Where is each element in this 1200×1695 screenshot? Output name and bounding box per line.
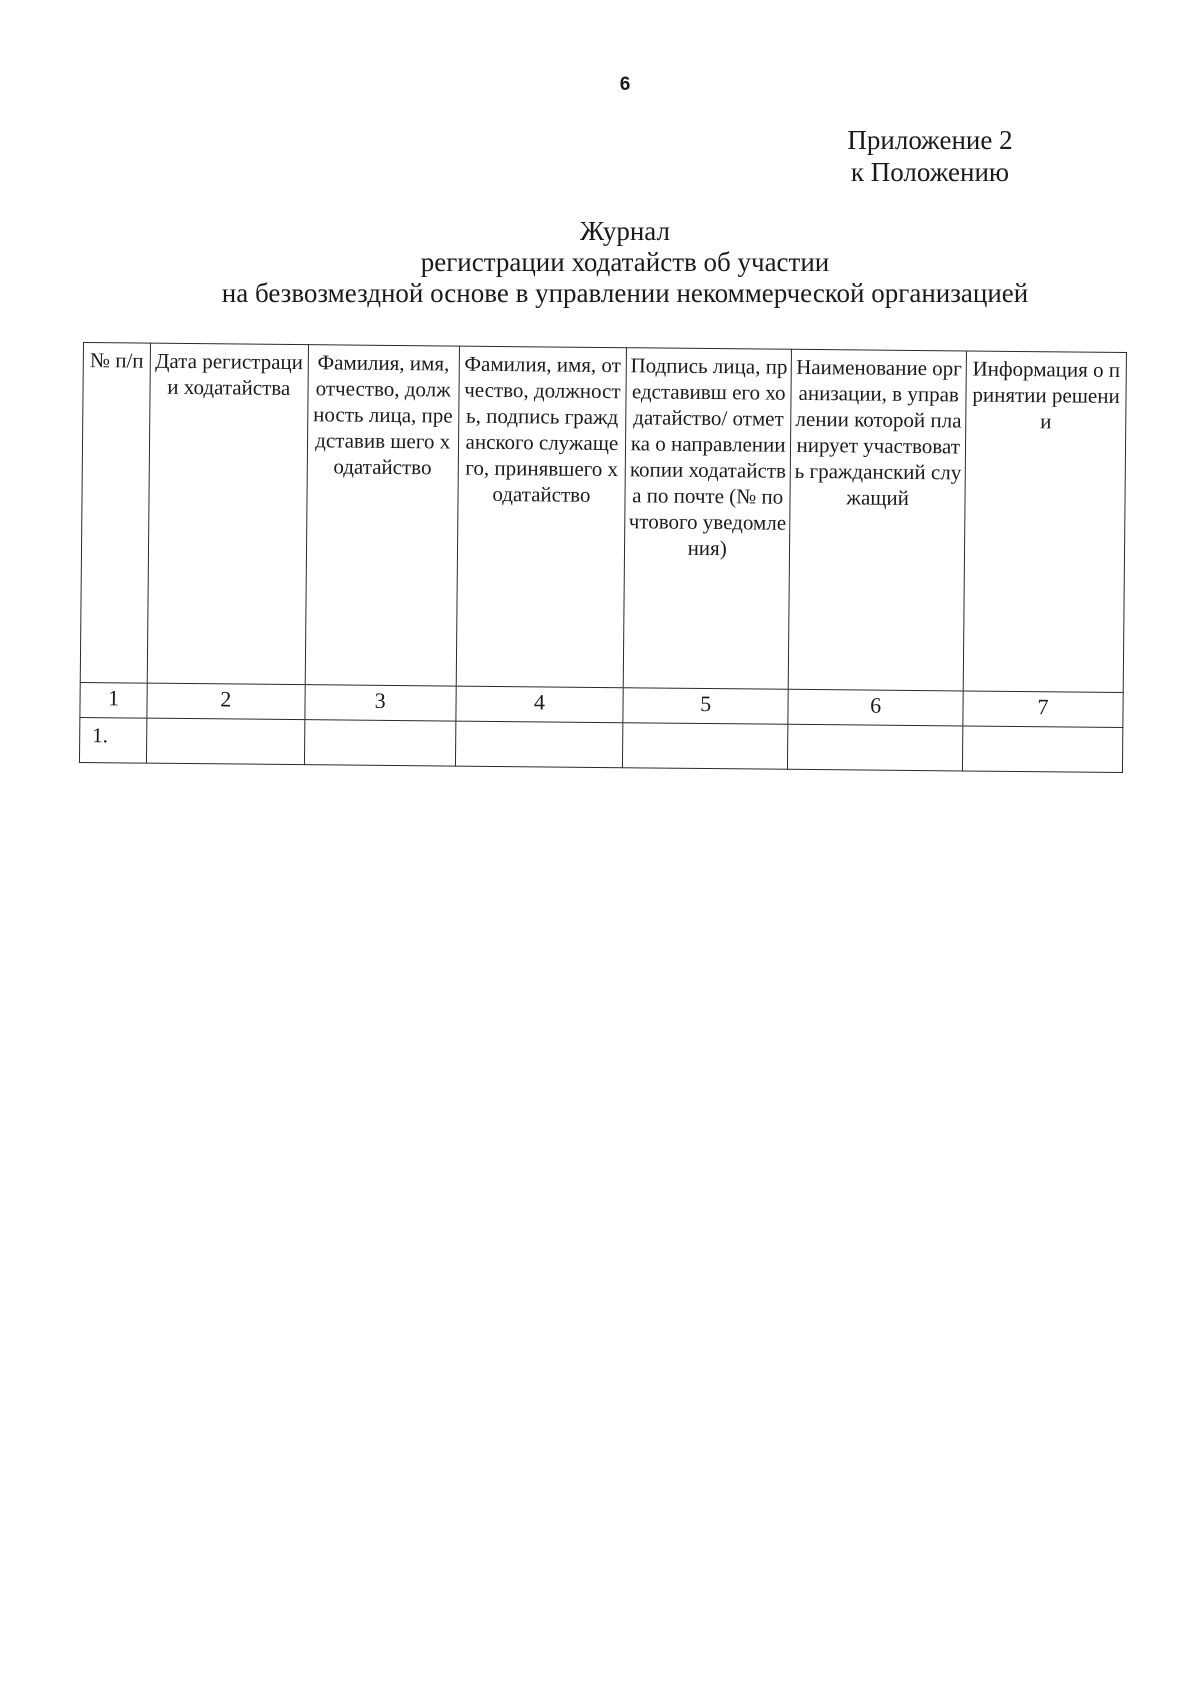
column-number: 1 [80,682,147,718]
column-number: 6 [788,689,963,726]
column-number: 2 [147,683,305,720]
column-number: 7 [963,691,1123,728]
table-cell [788,724,963,771]
appendix-line-2: к Положению [850,157,1010,187]
header-cell-organization: Наименование организации, в управлении которой планирует участвовать гражданский служащий [788,349,966,691]
appendix-line-1: Приложение 2 [847,125,1013,155]
header-cell-receiver: Фамилия, имя, отчество, должность, подпись гражданского служащего, принявшего ходатайство [456,346,627,688]
document-title [180,216,1070,309]
title-line-3: на безвозмездной основе в управлении некоммерческой организацией [221,278,1029,308]
table-cell [304,720,456,766]
table-cell [623,723,789,770]
table-header-row [80,343,1126,693]
column-number: 5 [623,688,789,725]
column-number: 4 [456,686,624,723]
table-row [79,717,1122,772]
title-line-2: регистрации ходатайств об участии [420,247,830,277]
table-cell [963,726,1123,773]
header-cell-registration-date: Дата регистрации ходатайства [147,343,308,684]
table-cell: 1. [79,717,146,763]
table-cell [455,721,623,768]
header-cell-applicant: Фамилия, имя, отчество, должность лица, представив шего ходатайство [305,345,459,686]
header-cell-decision: Информация о принятии решении [963,351,1126,693]
title-line-1: Журнал [579,216,671,246]
page-number: 6 [619,74,631,95]
registration-journal-table [79,342,1127,773]
appendix-note [840,124,1150,188]
table-cell [146,718,304,765]
header-cell-signature: Подпись лица, представивш его ходатайство/ отметка о направлении копии ходатайства по почте (№ почтового уведомления) [623,348,791,690]
column-number: 3 [304,685,455,721]
header-cell-number: № п/п [80,343,150,684]
